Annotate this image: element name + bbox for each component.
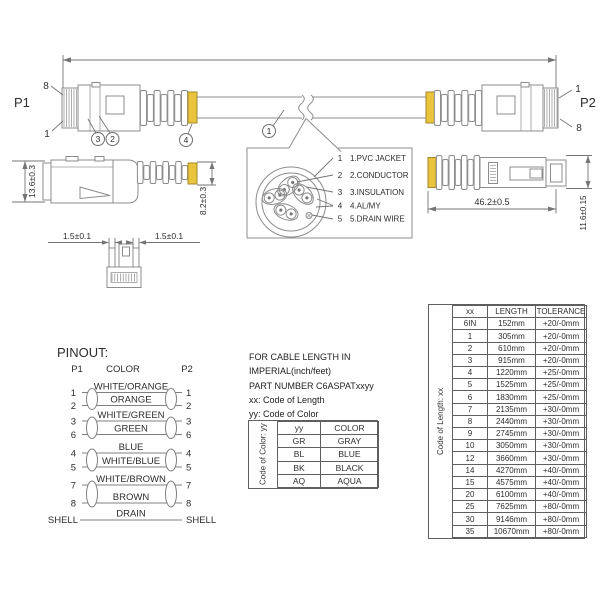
twist-ellipse <box>166 449 177 471</box>
p2-label: P2 <box>580 95 596 110</box>
table-cell: 7 <box>453 403 488 415</box>
color-code-grid <box>277 421 379 488</box>
table-header-row <box>453 306 587 318</box>
pinout-header-p2: P2 <box>181 364 193 375</box>
length-code-table <box>428 304 585 539</box>
top-view-boot-band <box>428 158 436 188</box>
cross-item-label: 4.AL/MY <box>350 201 381 211</box>
table-cell: 2440mm <box>488 415 536 427</box>
table-cell: 915mm <box>488 354 536 366</box>
svg-text:1: 1 <box>266 126 272 136</box>
length-code-grid <box>452 305 587 538</box>
table-cell: 25 <box>453 501 488 513</box>
table-cell: 8 <box>453 415 488 427</box>
table-row <box>453 318 587 330</box>
svg-text:4: 4 <box>183 135 189 145</box>
cross-item-num: 4 <box>337 201 343 211</box>
pinout-pair <box>71 410 192 441</box>
pinout-text: WHITE/BROWN <box>96 474 166 485</box>
table-row <box>278 461 379 474</box>
table-cell: +20/-0mm <box>536 354 587 366</box>
table-cell: +30/-0mm <box>536 403 587 415</box>
note-line: PART NUMBER C6ASPATxxyy <box>249 380 374 391</box>
balloon-4 <box>180 124 193 147</box>
cross-item-label: 2.CONDUCTOR <box>350 171 409 180</box>
pinout-text: 5 <box>186 462 192 474</box>
pinout-header-p1: P1 <box>71 364 83 375</box>
color-code-table <box>248 420 378 489</box>
table-cell: +25/-0mm <box>536 391 587 403</box>
table-cell: 4270mm <box>488 464 536 476</box>
pinout-pair <box>71 382 192 413</box>
pinout-text: 3 <box>186 416 192 428</box>
table-cell: GR <box>278 435 321 448</box>
table-cell: 6 <box>453 391 488 403</box>
table-cell: 1 <box>453 330 488 342</box>
cross-item-label: 1.PVC JACKET <box>350 154 407 163</box>
pinout-text: 8 <box>186 498 192 510</box>
pinout-text: GREEN <box>114 423 148 435</box>
wire-pair <box>289 180 317 208</box>
cross-section-labels <box>338 154 409 224</box>
table-cell: +40/-0mm <box>536 489 587 501</box>
cross-item-num: 2 <box>337 171 343 180</box>
table-row <box>278 448 379 461</box>
table-cell: +25/-0mm <box>536 367 587 379</box>
pinout-shell-row <box>48 509 216 527</box>
table-cell: AQ <box>278 474 321 487</box>
svg-text:1.5±0.1: 1.5±0.1 <box>154 231 184 241</box>
connector-top-view <box>428 156 566 190</box>
part-number-notes <box>249 350 434 421</box>
cross-item-num: 1 <box>337 154 343 163</box>
shell-left-label: SHELL <box>47 515 78 526</box>
header-cell: LENGTH <box>488 306 536 318</box>
p2-boot-band <box>426 92 435 123</box>
table-cell: +80/-0mm <box>536 501 587 513</box>
table-cell: 4575mm <box>488 476 536 488</box>
cross-item-label: 5.DRAIN WIRE <box>350 214 405 224</box>
table-cell: BLACK <box>321 461 379 474</box>
p2-strain-relief <box>434 91 481 126</box>
table-cell: 1220mm <box>488 367 536 379</box>
table-cell: 6IN <box>453 318 488 330</box>
pinout-text: 5 <box>70 462 76 474</box>
p1-boot-band <box>188 92 197 123</box>
table-cell: 30 <box>453 513 488 525</box>
top-view-strain-relief <box>436 156 479 190</box>
svg-text:8.2±0.3: 8.2±0.3 <box>198 186 208 216</box>
twist-ellipse <box>87 449 98 471</box>
svg-text:13.6±0.3: 13.6±0.3 <box>27 164 37 199</box>
plug-length-dimension <box>428 189 556 214</box>
table-row <box>453 501 587 513</box>
pinout-text: 8 <box>70 498 76 510</box>
pinout-text: 1 <box>186 388 192 399</box>
drain-label: DRAIN <box>116 508 146 520</box>
svg-text:1.5±0.1: 1.5±0.1 <box>62 231 92 241</box>
pinout-text: 6 <box>70 430 76 441</box>
table-cell: 7625mm <box>488 501 536 513</box>
p2-pin1-label: 1 <box>575 84 581 95</box>
table-row <box>453 379 587 391</box>
twist-ellipse <box>166 481 177 507</box>
connector-height-dimension <box>12 161 45 202</box>
pinout-text: 1 <box>70 388 76 399</box>
table-row <box>453 342 587 354</box>
note-line: xx: Code of Length <box>249 394 325 405</box>
table-cell: 10 <box>453 440 488 452</box>
pinout-text: 7 <box>186 480 192 492</box>
table-header-row <box>278 422 379 435</box>
p1-label: P1 <box>14 95 30 110</box>
pinout-text: 4 <box>186 448 192 460</box>
svg-text:46.2±0.5: 46.2±0.5 <box>474 197 510 207</box>
pinout-text: BROWN <box>112 492 150 503</box>
pinout-text: WHITE/GREEN <box>97 410 165 421</box>
table-cell: 3 <box>453 354 488 366</box>
table-cell: +80/-0mm <box>536 525 587 537</box>
table-cell: 6100mm <box>488 489 536 501</box>
shell-right-label: SHELL <box>186 515 217 526</box>
table-row <box>453 525 587 537</box>
pinout-text: 3 <box>70 416 76 428</box>
svg-text:3: 3 <box>95 134 101 144</box>
side-view-boot-band <box>188 163 197 184</box>
table-cell: +20/-0mm <box>536 330 587 342</box>
table-row <box>453 476 587 488</box>
plug-height-dimension <box>566 156 592 231</box>
table-cell: BLUE <box>321 448 379 461</box>
table-cell: +30/-0mm <box>536 440 587 452</box>
connector-front-view <box>107 244 141 288</box>
pinout-text: 2 <box>186 401 192 412</box>
table-cell: +25/-0mm <box>536 379 587 391</box>
table-cell: +80/-0mm <box>536 513 587 525</box>
table-cell: +30/-0mm <box>536 415 587 427</box>
svg-text:11.6±0.15: 11.6±0.15 <box>579 195 588 231</box>
twist-ellipse <box>166 417 177 439</box>
pinout-text: 6 <box>186 430 192 441</box>
table-cell: 2 <box>453 342 488 354</box>
table-cell: 152mm <box>488 318 536 330</box>
cable-break-right <box>308 95 314 120</box>
pinout-text: 2 <box>70 401 76 412</box>
pinout-pair <box>71 442 192 474</box>
cable-break-left <box>299 95 305 120</box>
pinout-pair <box>71 474 192 510</box>
table-cell: +40/-0mm <box>536 464 587 476</box>
table-cell: BL <box>278 448 321 461</box>
table-row <box>453 489 587 501</box>
table-row <box>453 415 587 427</box>
table-cell: 3050mm <box>488 440 536 452</box>
latch-left-dimension <box>48 231 122 248</box>
table-cell: +40/-0mm <box>536 476 587 488</box>
table-row <box>453 391 587 403</box>
p1-pin8-label: 8 <box>43 81 49 92</box>
note-line: FOR CABLE LENGTH IN IMPERIAL(inch/feet) <box>249 352 351 377</box>
table-cell: +20/-0mm <box>536 318 587 330</box>
pinout-text: ORANGE <box>110 394 152 406</box>
header-cell: yy <box>278 422 321 435</box>
table-cell: +30/-0mm <box>536 428 587 440</box>
latch-right-dimension <box>126 231 200 248</box>
p2-pin8-label: 8 <box>576 123 582 134</box>
table-row <box>453 354 587 366</box>
pinout-text: BLUE <box>118 442 144 453</box>
pinout-title: PINOUT: <box>57 345 109 360</box>
table-row <box>453 452 587 464</box>
table-row <box>453 367 587 379</box>
pinout-text: WHITE/BLUE <box>101 456 161 467</box>
cross-item-num: 3 <box>337 188 343 197</box>
balloon-1 <box>263 110 285 138</box>
table-row <box>453 428 587 440</box>
table-cell: +20/-0mm <box>536 342 587 354</box>
table-cell: 14 <box>453 464 488 476</box>
table-row <box>453 330 587 342</box>
table-cell: +30/-0mm <box>536 452 587 464</box>
boot-od-dimension <box>197 162 216 215</box>
table-row <box>453 403 587 415</box>
table-cell: 4 <box>453 367 488 379</box>
table-cell: BK <box>278 461 321 474</box>
table-cell: 5 <box>453 379 488 391</box>
pinout-text: WHITE/ORANGE <box>93 381 169 393</box>
table-row <box>278 474 379 487</box>
table-cell: 15 <box>453 476 488 488</box>
p1-strain-relief <box>140 91 187 126</box>
table-cell: 12 <box>453 452 488 464</box>
table-cell: AQUA <box>321 474 379 487</box>
table-cell: 2135mm <box>488 403 536 415</box>
table-row <box>453 513 587 525</box>
header-cell: xx <box>453 306 488 318</box>
pinout-pairs <box>71 382 192 510</box>
table-row <box>453 440 587 452</box>
header-cell: TOLERANCE <box>536 307 586 317</box>
table-row <box>453 464 587 476</box>
table-cell: 20 <box>453 489 488 501</box>
pinout-text: 7 <box>70 480 76 492</box>
table-cell: 35 <box>453 525 488 537</box>
drain-wire <box>306 213 312 219</box>
table-row <box>278 435 379 448</box>
cross-item-num: 5 <box>337 214 343 224</box>
table-cell: 2745mm <box>488 428 536 440</box>
svg-text:2: 2 <box>110 134 115 144</box>
p1-pin1-label: 1 <box>44 129 50 140</box>
side-view-strain-relief <box>137 162 187 184</box>
color-table-side-label: Code of Color: yy <box>258 423 268 486</box>
table-cell: 1830mm <box>488 391 536 403</box>
cross-item-label: 3.INSULATION <box>350 188 405 197</box>
connector-side-view <box>43 157 197 204</box>
table-cell: 9146mm <box>488 513 536 525</box>
cable-assembly-view <box>62 83 558 132</box>
table-cell: 305mm <box>488 330 536 342</box>
pinout-text: 4 <box>70 448 76 460</box>
note-line: yy: Code of Color <box>249 409 319 420</box>
length-table-side-label: Code of Length: xx <box>436 387 445 456</box>
pinout-header-color: COLOR <box>106 364 140 375</box>
table-cell: 9 <box>453 428 488 440</box>
twist-ellipse <box>87 417 98 439</box>
table-cell: 610mm <box>488 342 536 354</box>
table-cell: 3660mm <box>488 452 536 464</box>
table-cell: GRAY <box>321 435 379 448</box>
header-cell: COLOR <box>321 422 379 435</box>
table-cell: 10670mm <box>488 525 536 537</box>
table-cell: 1525mm <box>488 379 536 391</box>
